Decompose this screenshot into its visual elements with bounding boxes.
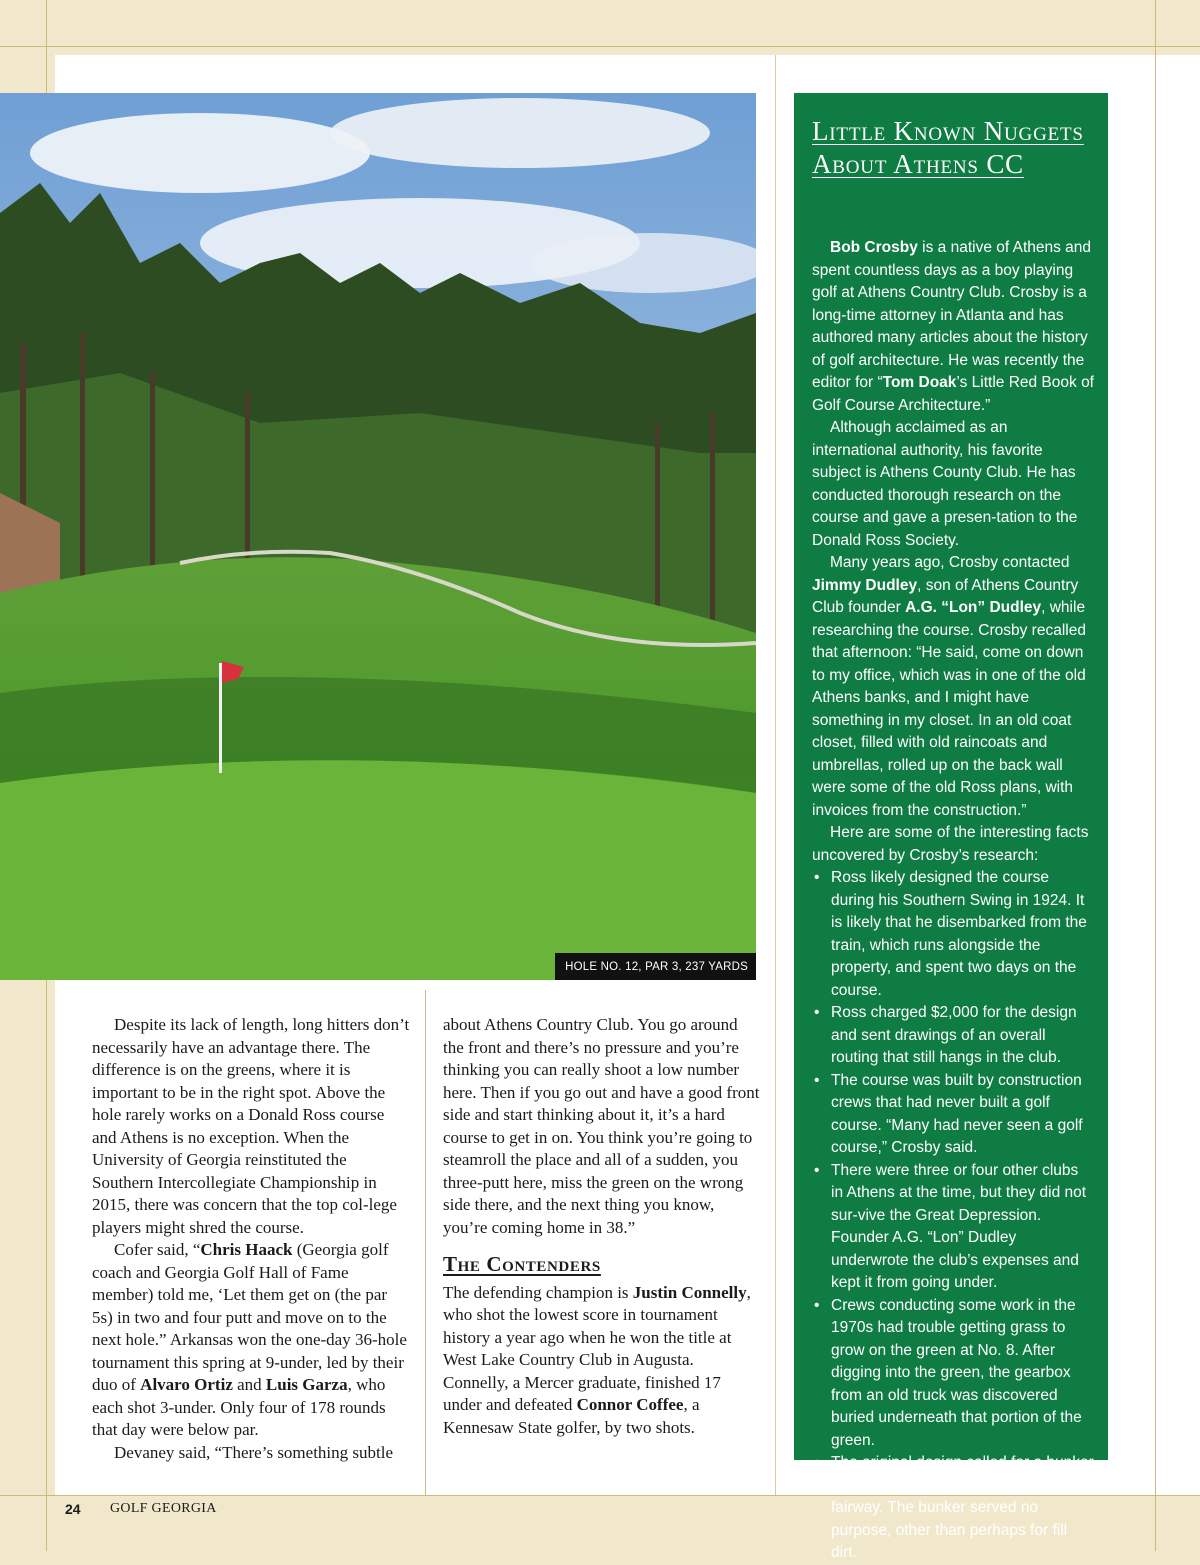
text-span: ’s Little Red Book of Golf Course Architecture.” [812, 374, 1094, 414]
column-divider [425, 990, 426, 1495]
article-paragraph: Despite its lack of length, long hitters don’t necessarily have an advantage there. The difference is on the greens, where it is important to be in the right spot. Above the hole rarely works on a Donald Ross course and Athens is no exception. When the University of Georgia reinstituted the Southern Intercollegiate Championship in 2015, there was concern that the top col-lege players might shred the course. [92, 1015, 410, 1237]
text-span: , while researching the course. Crosby recalled that afternoon: “He said, come on down to my office, which was in one of the old Athens banks, and I might have something in my closet. In an old coat closet, filled with old raincoats and umbrellas, rolled up on the back wall were some of the old Ross plans, with invoices from the construction.” [812, 599, 1086, 819]
photo-caption: HOLE NO. 12, PAR 3, 237 YARDS [555, 953, 756, 980]
facts-list [812, 867, 1094, 1565]
sidebar-title: Little Known Nuggets About Athens CC [812, 116, 1084, 179]
magazine-name: GOLF GEORGIA [110, 1501, 217, 1516]
fact-item: • There were three or four other clubs in Athens at the time, but they did not sur-vive the Great Depression. Founder A.G. “Lon” Dudley underwrote the club’s expenses and kept it from going under. [812, 1160, 1094, 1295]
fact-item: • Ross likely designed the course during his Southern Swing in 1924. It is likely that he disembarked from the train, which runs alongside the property, and spent two days on the course. [812, 867, 1094, 1002]
column-divider-sidebar [775, 55, 776, 1495]
sidebar-paragraph [812, 237, 1094, 417]
golf-course-illustration [0, 93, 756, 980]
text-span: , a Kennesaw State golfer, by two shots. [443, 1395, 700, 1437]
fact-item: • The original design called for a bunker 30 yards down the hill from the ninth fairway. The bunker served no purpose, other than perhaps for fill dirt. [812, 1452, 1094, 1565]
bold-name: Bob Crosby [830, 239, 918, 256]
sidebar-paragraph: Here are some of the interesting facts uncovered by Crosby’s research: [812, 824, 1089, 864]
sidebar-box [794, 93, 1108, 1561]
bold-name: A.G. “Lon” Dudley [905, 599, 1042, 616]
frame-line-top [0, 46, 1200, 47]
article-paragraph: Devaney said, “There’s something subtle [114, 1442, 394, 1462]
text-span: is a native of Athens and spent countless days as a boy playing golf at Athens Country Club. Crosby is a long-time attorney in Atlanta and has authored many articles about the history of golf architecture. He was recently the editor for “ [812, 239, 1092, 391]
bold-name: Jimmy Dudley [812, 576, 918, 594]
article-paragraph [92, 1239, 410, 1442]
bold-name: Chris Haack [200, 1240, 293, 1259]
text-span: , who each shot 3-under. Only four of 178 rounds that day were below par. [92, 1375, 386, 1439]
sidebar-body [812, 237, 1094, 1565]
fact-item: • Ross charged $2,000 for the design and sent drawings of an overall routing that still hangs in the club. [812, 1002, 1094, 1070]
sidebar-paragraph: Although acclaimed as an international authority, his favorite subject is Athens County Club. He has conducted thorough research on the course and gave a presen-tation to the Donald Ross Society. [812, 419, 1078, 549]
article-column-2 [443, 1014, 761, 1439]
article-paragraph: about Athens Country Club. You go around the front and there’s no pressure and you’re thinking you can really shoot a low number here. Then if you go out and have a good front side and start thinking about it, it’s a hard course to get in on. You think you’re going to steamroll the place and all of a sudden, you three-putt here, miss the green on the wrong side there, and the next thing you know, you’re coming home in 38.” [443, 1015, 760, 1237]
frame-line-right [1155, 0, 1156, 1551]
text-span: , who shot the lowest score in tournament history a year ago when he won the title at West Lake Country Club in Augusta. Connelly, a Mercer graduate, finished 17 under and defeated [443, 1282, 751, 1414]
fact-item: • The course was built by construction crews that had never built a golf course. “Many had never seen a golf course,” Crosby said. [812, 1070, 1094, 1160]
text-span: Cofer said, “ [114, 1240, 201, 1259]
bold-name: Connor Coffee [576, 1395, 684, 1414]
page-edge-strip [1145, 55, 1200, 1495]
page-number: 24 [65, 1501, 81, 1517]
bold-name: Tom Doak [882, 374, 957, 391]
text-span: (Georgia golf coach and Georgia Golf Hall of Fame member) told me, ‘Let them get on (the par 5s) in two and four putt and move on to the next hole.” Arkansas won the one-day 36-hole tournament this spring at 9-under, led by their duo of [92, 1240, 407, 1394]
text-span: , son of Athens Country Club founder [812, 576, 1079, 616]
text-span: The defending champion is [443, 1282, 633, 1302]
fact-item: • Crews conducting some work in the 1970s had trouble getting grass to grow on the green at No. 8. After digging into the green, the gearbox from an old truck was discovered buried underneath that portion of the green. [812, 1295, 1094, 1453]
section-subhead: The Contenders [443, 1252, 601, 1276]
bold-name: Justin Connelly [632, 1282, 747, 1302]
text-span: Many years ago, Crosby contacted [830, 554, 1070, 571]
bold-name: Luis Garza [265, 1375, 348, 1394]
golf-course-photo [0, 93, 756, 980]
sidebar-paragraph [812, 552, 1094, 822]
article-column-1 [92, 1014, 410, 1464]
article-paragraph [443, 1282, 761, 1440]
bold-name: Alvaro Ortiz [140, 1375, 233, 1394]
text-span: and [232, 1375, 266, 1394]
